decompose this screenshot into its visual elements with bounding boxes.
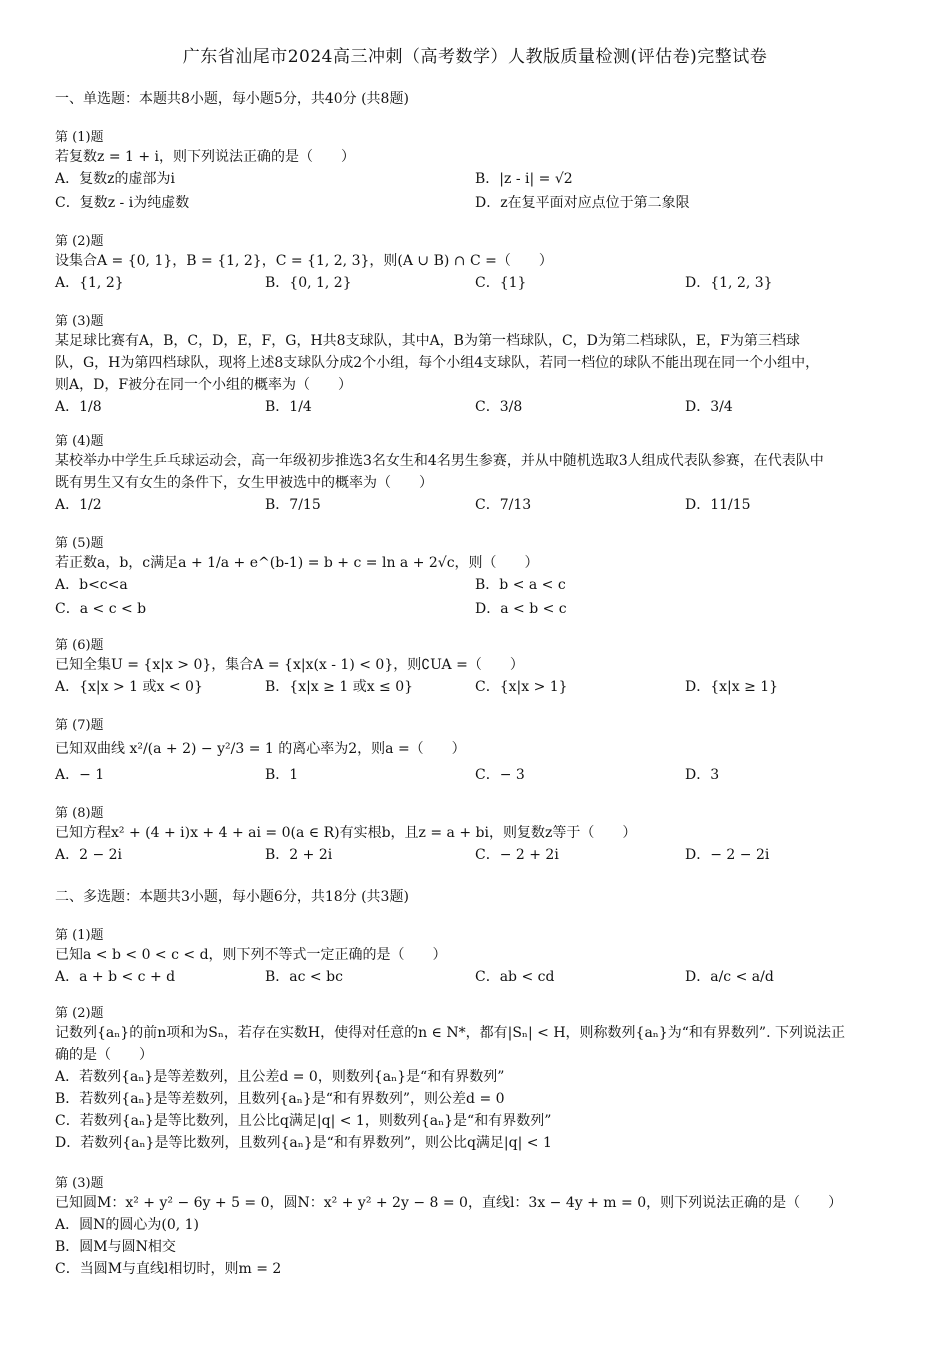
question-single-5 <box>55 536 900 622</box>
option-c: C．{1} <box>475 275 527 291</box>
question-stem-line-3: 则A，D，F被分在同一个小组的概率为（ ） <box>55 377 353 393</box>
option-d: D．{x|x ≥ 1} <box>685 679 779 695</box>
option-d: D．z在复平面对应点位于第二象限 <box>475 195 690 211</box>
question-multi-3 <box>55 1176 900 1280</box>
question-stem-line-2: 队，G，H为第四档球队，现将上述8支球队分成2个小组，每个小组4支球队，若同一档位的球队不能出现在同一个小组中， <box>55 355 820 371</box>
question-stem: 已知圆M：x² + y² − 6y + 5 = 0，圆N：x² + y² + 2y − 8 = 0，直线l：3x − 4y + m = 0，则下列说法正确的是（ ） <box>55 1195 843 1211</box>
option-b: B．{0, 1, 2} <box>265 275 352 291</box>
options-row <box>55 844 900 868</box>
option-a: A．1/8 <box>55 399 102 415</box>
option-b: B．ac < bc <box>265 969 343 985</box>
question-single-8 <box>55 806 900 868</box>
option-a: A．若数列{aₙ}是等差数列，且公差d = 0，则数列{aₙ}是“和有界数列” <box>55 1069 505 1085</box>
option-d: D．11/15 <box>685 497 751 513</box>
question-stem: 已知方程x² + (4 + i)x + 4 + ai = 0(a ∈ R)有实根b，且z = a + bi，则复数z等于（ ） <box>55 825 637 841</box>
question-number: 第 (2)题 <box>55 1006 104 1021</box>
option-a: A．复数z的虚部为i <box>55 171 175 187</box>
option-a: A．圆N的圆心为(0, 1) <box>55 1217 199 1233</box>
option-d: D．a < b < c <box>475 601 567 617</box>
option-b: B．1 <box>265 767 299 783</box>
question-number: 第 (2)题 <box>55 234 104 249</box>
option-b: B．若数列{aₙ}是等差数列，且数列{aₙ}是“和有界数列”，则公差d = 0 <box>55 1091 505 1107</box>
options-row <box>55 676 900 700</box>
question-multi-1 <box>55 928 900 990</box>
options-row <box>55 494 900 524</box>
option-b: B．2 + 2i <box>265 847 333 863</box>
question-number: 第 (3)题 <box>55 1176 104 1191</box>
option-d: D．若数列{aₙ}是等比数列，且数列{aₙ}是“和有界数列”，则公比q满足|q| < 1 <box>55 1135 552 1151</box>
option-b: B．{x|x ≥ 1 或x ≤ 0} <box>265 679 414 695</box>
option-b: B．|z - i| = √2 <box>475 171 573 187</box>
option-c: C．当圆M与直线l相切时，则m = 2 <box>55 1261 282 1277</box>
question-number: 第 (1)题 <box>55 130 104 145</box>
option-a: A．2 − 2i <box>55 847 123 863</box>
question-multi-2 <box>55 1006 900 1154</box>
option-c: C．− 2 + 2i <box>475 847 559 863</box>
option-d: D．3/4 <box>685 399 733 415</box>
option-c: C．a < c < b <box>55 601 147 617</box>
question-stem: 已知双曲线 x²/(a + 2) − y²/3 = 1 的离心率为2，则a =（ ） <box>55 741 466 757</box>
question-stem: 若正数a，b，c满足a + 1/a + e^(b-1) = b + c = ln a + 2√c，则（ ） <box>55 555 539 571</box>
question-stem-line-2: 确的是（ ） <box>55 1047 153 1063</box>
option-c: C．ab < cd <box>475 969 555 985</box>
option-a: A．{1, 2} <box>55 275 124 291</box>
option-c: C．若数列{aₙ}是等比数列，且公比q满足|q| < 1，则数列{aₙ}是“和有界数列” <box>55 1113 552 1129</box>
options-row <box>55 396 900 426</box>
question-number: 第 (7)题 <box>55 718 104 733</box>
question-stem: 已知全集U = {x|x > 0}，集合A = {x|x(x - 1) < 0}，则∁UA =（ ） <box>55 657 524 673</box>
question-stem-line-1: 记数列{aₙ}的前n项和为Sₙ，若存在实数H，使得对任意的n ∈ N*，都有|Sₙ| < H，则称数列{aₙ}为“和有界数列”. 下列说法正 <box>55 1025 845 1041</box>
option-d: D．a/c < a/d <box>685 969 774 985</box>
question-stem: 设集合A = {0, 1}，B = {1, 2}，C = {1, 2, 3}，则(A ∪ B) ∩ C =（ ） <box>55 253 553 269</box>
question-stem-line-2: 既有男生又有女生的条件下，女生甲被选中的概率为（ ） <box>55 475 433 491</box>
option-c: C．− 3 <box>475 767 525 783</box>
question-single-4 <box>55 434 900 524</box>
question-number: 第 (5)题 <box>55 536 104 551</box>
options-row <box>55 574 900 598</box>
option-c: C．{x|x > 1} <box>475 679 568 695</box>
page-title: 广东省汕尾市2024高三冲刺（高考数学）人教版质量检测(评估卷)完整试卷 <box>182 47 768 67</box>
options-row <box>55 168 900 192</box>
question-single-1 <box>55 130 900 216</box>
option-b: B．1/4 <box>265 399 312 415</box>
question-number: 第 (4)题 <box>55 434 104 449</box>
question-single-7 <box>55 718 900 788</box>
options-row <box>55 598 900 622</box>
question-number: 第 (3)题 <box>55 314 104 329</box>
options-row <box>55 966 900 990</box>
option-b: B．b < a < c <box>475 577 566 593</box>
option-a: A．b<c<a <box>55 577 128 593</box>
question-number: 第 (8)题 <box>55 806 104 821</box>
options-row <box>55 272 900 296</box>
section-heading-multi: 二、多选题：本题共3小题，每小题6分，共18分 (共3题) <box>55 889 409 905</box>
option-b: B．7/15 <box>265 497 321 513</box>
question-stem: 若复数z = 1 + i，则下列说法正确的是（ ） <box>55 149 356 165</box>
section-heading-single: 一、单选题：本题共8小题，每小题5分，共40分 (共8题) <box>55 91 409 107</box>
question-stem: 已知a < b < 0 < c < d，则下列不等式一定正确的是（ ） <box>55 947 447 963</box>
question-single-3 <box>55 314 900 426</box>
question-stem-line-1: 某足球比赛有A，B，C，D，E，F，G，H共8支球队，其中A，B为第一档球队，C，D为第二档球队，E，F为第三档球 <box>55 333 800 349</box>
option-d: D．{1, 2, 3} <box>685 275 773 291</box>
option-a: A．{x|x > 1 或x < 0} <box>55 679 203 695</box>
option-c: C．复数z - i为纯虚数 <box>55 195 190 211</box>
question-stem-line-1: 某校举办中学生乒乓球运动会，高一年级初步推选3名女生和4名男生参赛，并从中随机选取3人组成代表队参赛，在代表队中 <box>55 453 824 469</box>
option-c: C．3/8 <box>475 399 523 415</box>
option-c: C．7/13 <box>475 497 532 513</box>
options-row <box>55 764 900 788</box>
option-a: A．1/2 <box>55 497 102 513</box>
option-a: A．a + b < c + d <box>55 969 176 985</box>
option-d: D．− 2 − 2i <box>685 847 770 863</box>
option-b: B．圆M与圆N相交 <box>55 1239 176 1255</box>
option-d: D．3 <box>685 767 720 783</box>
question-number: 第 (1)题 <box>55 928 104 943</box>
option-a: A．− 1 <box>55 767 105 783</box>
question-single-2 <box>55 234 900 296</box>
question-number: 第 (6)题 <box>55 638 104 653</box>
options-row <box>55 192 900 216</box>
question-single-6 <box>55 638 900 700</box>
